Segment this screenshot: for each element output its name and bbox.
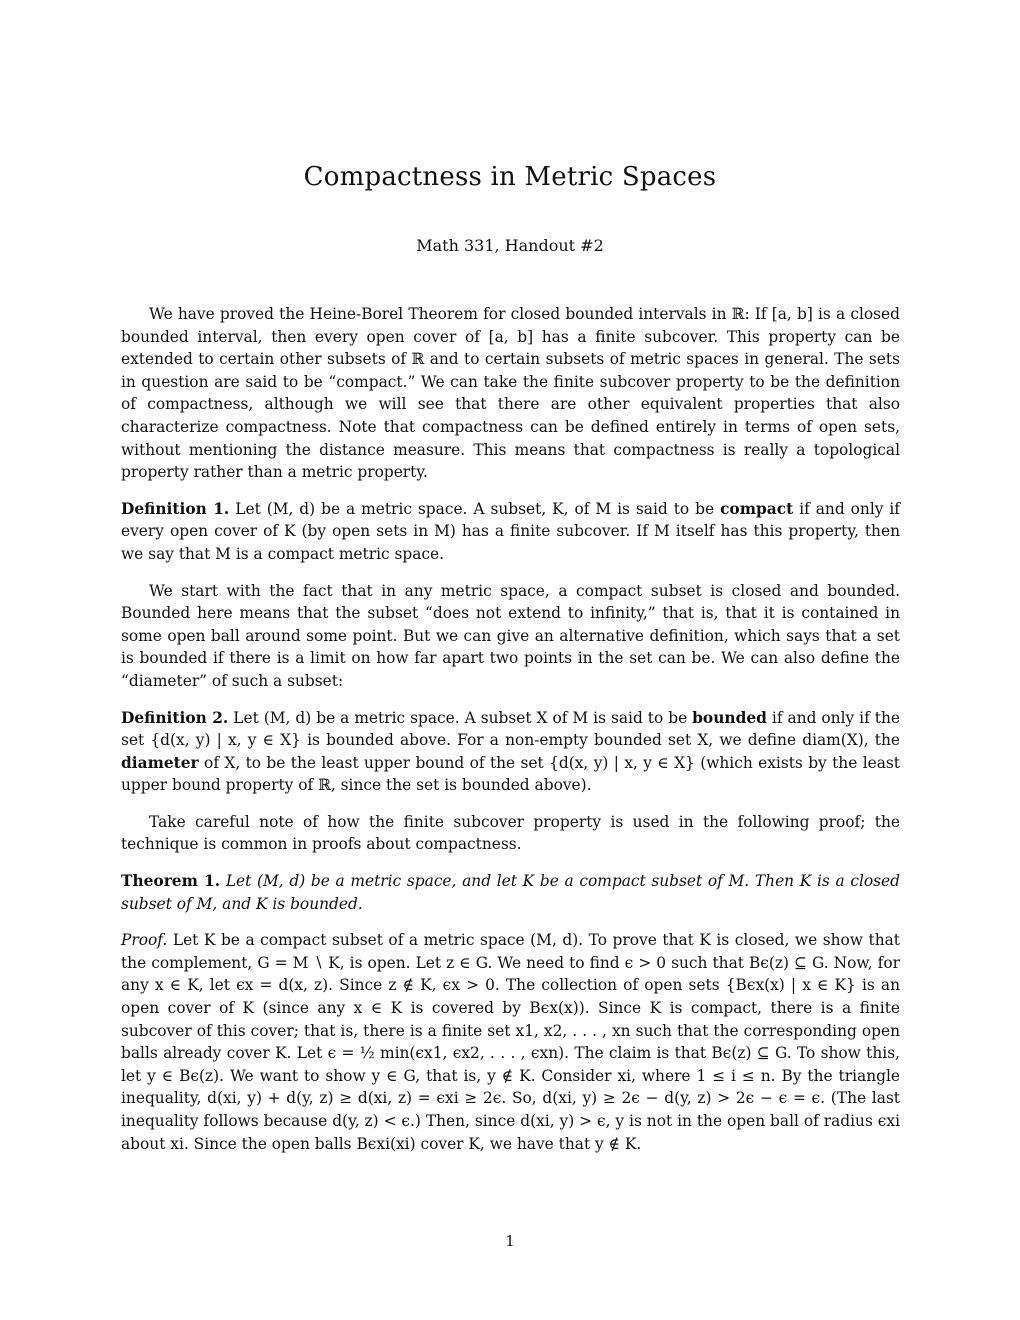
definition-1-label: Definition 1. — [121, 499, 230, 518]
theorem-1-label: Theorem 1. — [121, 872, 221, 891]
definition-2-term-diameter: diameter — [121, 753, 199, 772]
definition-2 — [121, 707, 900, 797]
proof-label: Proof. — [121, 931, 168, 950]
document-title: Compactness in Metric Spaces — [303, 162, 717, 192]
definition-2-text-before: Let (M, d) be a metric space. A subset X of M is said to be — [233, 708, 688, 727]
proof — [121, 929, 900, 1155]
technique-paragraph: Take careful note of how the finite subcover property is used in the following proof; the technique is common in proofs about compactness. — [121, 812, 900, 854]
document-subtitle: Math 331, Handout #2 — [416, 236, 604, 255]
theorem-1-text: Let (M, d) be a metric space, and let K be a compact subset of M. Then K is a closed subset of M, and K is bounded. — [121, 872, 901, 913]
theorem-1 — [121, 870, 900, 915]
definition-1-text-after: if and only if every open cover of K (by open sets in M) has a finite subcover. If M itself has this property, then we say that M is a compact metric space. — [121, 499, 901, 563]
definition-2-text-middle: if and only if the set {d(x, y) | x, y ∈ X} is bounded above. For a non-empty bounded set X, we define diam(X), the — [121, 708, 900, 750]
definition-2-label: Definition 2. — [121, 708, 229, 727]
definition-1-text-before: Let (M, d) be a metric space. A subset, K, of M is said to be — [235, 499, 715, 518]
bounded-paragraph: We start with the fact that in any metric space, a compact subset is closed and bounded. Bounded here means that the subset “does not extend to infinity,” that is, that it is contained in some open ball around some point. But we can give an alternative definition, which says that a set is bounded if there is a limit on how far apart two points in the set can be. We can also define the “diameter” of such a subset: — [121, 581, 900, 690]
page-number: 1 — [505, 1232, 515, 1250]
intro-paragraph: We have proved the Heine-Borel Theorem for closed bounded intervals in ℝ: If [a, b] is a closed bounded interval, then every open cover of [a, b] has a finite subcover. This property can be extended to certain other subsets of ℝ and to certain subsets of metric spaces in general. The sets in question are said to be “compact.” We can take the finite subcover property to be the definition of compactness, although we will see that there are other equivalent properties that also characterize compactness. Note that compactness can be defined entirely in terms of open sets, without mentioning the distance measure. This means that compactness is really a topological property rather than a metric property. — [121, 305, 900, 482]
definition-2-text-after: of X, to be the least upper bound of the set {d(x, y) | x, y ∈ X} (which exists by the least upper bound property of ℝ, since the set is bounded above). — [121, 753, 900, 795]
proof-text: Let K be a compact subset of a metric space (M, d). To prove that K is closed, we show that the complement, G = M ∖ K, is open. Let z ∈ G. We need to find ϵ > 0 such that Bϵ(z) ⊆ G. Now, for any x ∈ K, let ϵx = d(x, z). Since z ∉ K, ϵx > 0. The collection of open sets {Bϵx(x) | x ∈ K} is an open cover of K (since any x ∈ K is covered by Bϵx(x)). Since K is compact, there is a finite subcover of this cover; that is, there is a finite set x1, x2, . . . , xn such that the corresponding open balls already cover K. Let ϵ = ½ min(ϵx1, ϵx2, . . . , ϵxn). The claim is that Bϵ(z) ⊆ G. To show this, let y ∈ Bϵ(z). We want to show y ∈ G, that is, y ∉ K. Consider xi, where 1 ≤ i ≤ n. By the triangle inequality, d(xi, y) + d(y, z) ≥ d(xi, z) = ϵxi ≥ 2ϵ. So, d(xi, y) ≥ 2ϵ − d(y, z) > 2ϵ − ϵ = ϵ. (The last inequality follows because d(y, z) < ϵ.) Then, since d(xi, y) > ϵ, y is not in the open ball of radius ϵxi about xi. Since the open balls Bϵxi(xi) cover K, we have that y ∉ K. — [121, 931, 900, 1153]
definition-1 — [121, 498, 900, 566]
definition-2-term-bounded: bounded — [692, 708, 767, 727]
document-body — [121, 303, 900, 1169]
definition-1-term: compact — [720, 499, 794, 518]
